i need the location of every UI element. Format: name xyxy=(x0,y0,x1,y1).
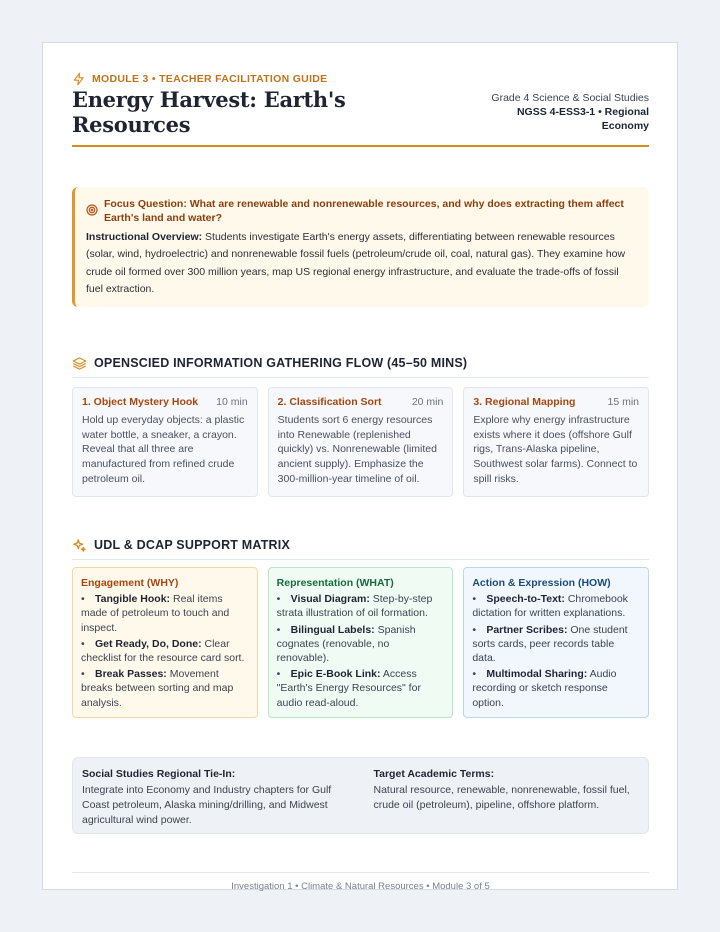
udl-section-heading xyxy=(72,536,649,554)
udl-action-column xyxy=(463,567,649,718)
sparkle-icon xyxy=(72,538,87,553)
item-term: Tangible Hook: xyxy=(95,593,171,606)
list-item: • Multimodal Sharing: Audio recording or sketch response option. xyxy=(472,668,617,709)
bolt-icon xyxy=(72,72,86,86)
course-meta xyxy=(468,91,649,133)
udl-representation-column xyxy=(268,567,454,718)
standards-label: NGSS 4-ESS3-1 • Regional Economy xyxy=(516,106,649,132)
item-text: Access "Earth's Energy Resources" for audio read-aloud. xyxy=(276,668,421,709)
item-text: Movement breaks between sorting and map analysis. xyxy=(81,668,234,709)
item-term: Visual Diagram: xyxy=(290,593,370,606)
item-term: Bilingual Labels: xyxy=(290,623,375,636)
step-name: 1. Object Mystery Hook xyxy=(82,396,199,409)
item-text: Audio recording or sketch response option. xyxy=(472,668,617,709)
item-text: Spanish cognates (renovable, no renovable). xyxy=(276,623,416,664)
instructional-overview xyxy=(86,229,637,298)
focus-question: Focus Question: What are renewable and nonrenewable resources, and why does extracting them affect Earth's land and water? xyxy=(104,198,624,224)
step-name: 2. Classification Sort xyxy=(277,396,382,409)
list-item: • Speech-to-Text: Chromebook dictation for written explanations. xyxy=(472,593,628,620)
item-text: Clear checklist for the resource card sort. xyxy=(81,637,245,664)
step-description: Hold up everyday objects: a plastic water bottle, a sneaker, a crayon. Reveal that all three are manufactured from refined crude petroleum oil. xyxy=(82,414,245,485)
list-item: • Bilingual Labels: Spanish cognates (renovable, no renovable). xyxy=(276,623,416,664)
item-text: Step-by-step strata illustration of oil formation. xyxy=(276,593,433,620)
grade-label: Grade 4 Science & Social Studies xyxy=(491,92,649,104)
list-item: • Tangible Hook: Real items made of petroleum to touch and inspect. xyxy=(81,593,230,634)
footer-divider xyxy=(72,872,649,873)
list-item: • Partner Scribes: One student sorts cards, peer records table data. xyxy=(472,623,628,664)
module-label: MODULE 3 • TEACHER FACILITATION GUIDE xyxy=(92,73,328,85)
item-term: Partner Scribes: xyxy=(486,623,568,636)
list-item: • Epic E-Book Link: Access "Earth's Energy Resources" for audio read-aloud. xyxy=(276,668,421,709)
academic-terms xyxy=(348,768,640,823)
item-text: Real items made of petroleum to touch and inspect. xyxy=(81,593,230,634)
layers-icon xyxy=(72,356,87,371)
item-text: Chromebook dictation for written explanations. xyxy=(472,593,628,620)
tie-in-title: Social Studies Regional Tie-In: xyxy=(82,768,236,781)
flow-step-card xyxy=(463,387,649,497)
page-footer: Investigation 1 • Climate & Natural Resources • Module 3 of 5 xyxy=(231,881,490,893)
page-title: Energy Harvest: Earth's Resources xyxy=(72,87,346,137)
flow-step-card xyxy=(72,387,258,497)
list-item: • Break Passes: Movement breaks between sorting and map analysis. xyxy=(81,668,234,709)
item-text: One student sorts cards, peer records table data. xyxy=(472,623,628,664)
item-term: Speech-to-Text: xyxy=(486,593,565,606)
section-divider xyxy=(72,377,649,378)
flow-section-heading xyxy=(72,354,649,372)
udl-engagement-column xyxy=(72,567,258,718)
step-time: 10 min xyxy=(216,396,248,409)
list-item: • Visual Diagram: Step-by-step strata illustration of oil formation. xyxy=(276,593,433,620)
terms-text: Natural resource, renewable, nonrenewable, fossil fuel, crude oil (petroleum), pipeline, offshore platform. xyxy=(373,784,630,812)
tie-in-box xyxy=(72,757,649,834)
terms-title: Target Academic Terms: xyxy=(373,768,495,781)
overview-text: Students investigate Earth's energy assets, differentiating between renewable resources (solar, wind, hydroelectric) and nonrenewable fossil fuels (petroleum/crude oil, coal, natural gas). They examine how crude oil formed over 300 million years, map US regional energy infrastructure, and evaluate the trade-offs of fossil fuel extraction. xyxy=(86,231,626,295)
column-title: Representation (WHAT) xyxy=(276,577,394,590)
step-time: 15 min xyxy=(607,396,640,409)
focus-box xyxy=(72,187,649,307)
flow-heading: OPENSCIED INFORMATION GATHERING FLOW (45–50 MINS) xyxy=(94,356,468,371)
social-studies-tie-in xyxy=(82,768,348,827)
item-term: Multimodal Sharing: xyxy=(486,668,588,681)
target-icon xyxy=(86,204,98,216)
item-term: Get Ready, Do, Done: xyxy=(95,637,202,650)
overview-label: Instructional Overview: xyxy=(86,231,203,243)
column-title: Engagement (WHY) xyxy=(81,577,179,590)
step-name: 3. Regional Mapping xyxy=(473,396,576,409)
item-term: Break Passes: xyxy=(95,668,167,681)
item-term: Epic E-Book Link: xyxy=(290,668,381,681)
list-item: • Get Ready, Do, Done: Clear checklist for the resource card sort. xyxy=(81,637,245,664)
module-label-row xyxy=(72,71,649,87)
tie-in-text: Integrate into Economy and Industry chapters for Gulf Coast petroleum, Alaska mining/drilling, and Midwest agricultural wind power. xyxy=(82,784,332,827)
step-description: Explore why energy infrastructure exists where it does (offshore Gulf rigs, Trans-Alaska pipeline, Southwest solar farms). Connect to spill risks. xyxy=(473,414,638,485)
title-divider xyxy=(72,145,649,147)
flow-step-card xyxy=(268,387,454,497)
guide-page xyxy=(42,42,678,893)
section-divider xyxy=(72,559,649,560)
column-title: Action & Expression (HOW) xyxy=(472,577,611,590)
udl-heading: UDL & DCAP SUPPORT MATRIX xyxy=(94,538,290,553)
step-time: 20 min xyxy=(411,396,444,409)
step-description: Students sort 6 energy resources into Renewable (replenished quickly) vs. Nonrenewable (limited ancient supply). Emphasize the 300-million-year timeline of oil. xyxy=(277,414,437,485)
